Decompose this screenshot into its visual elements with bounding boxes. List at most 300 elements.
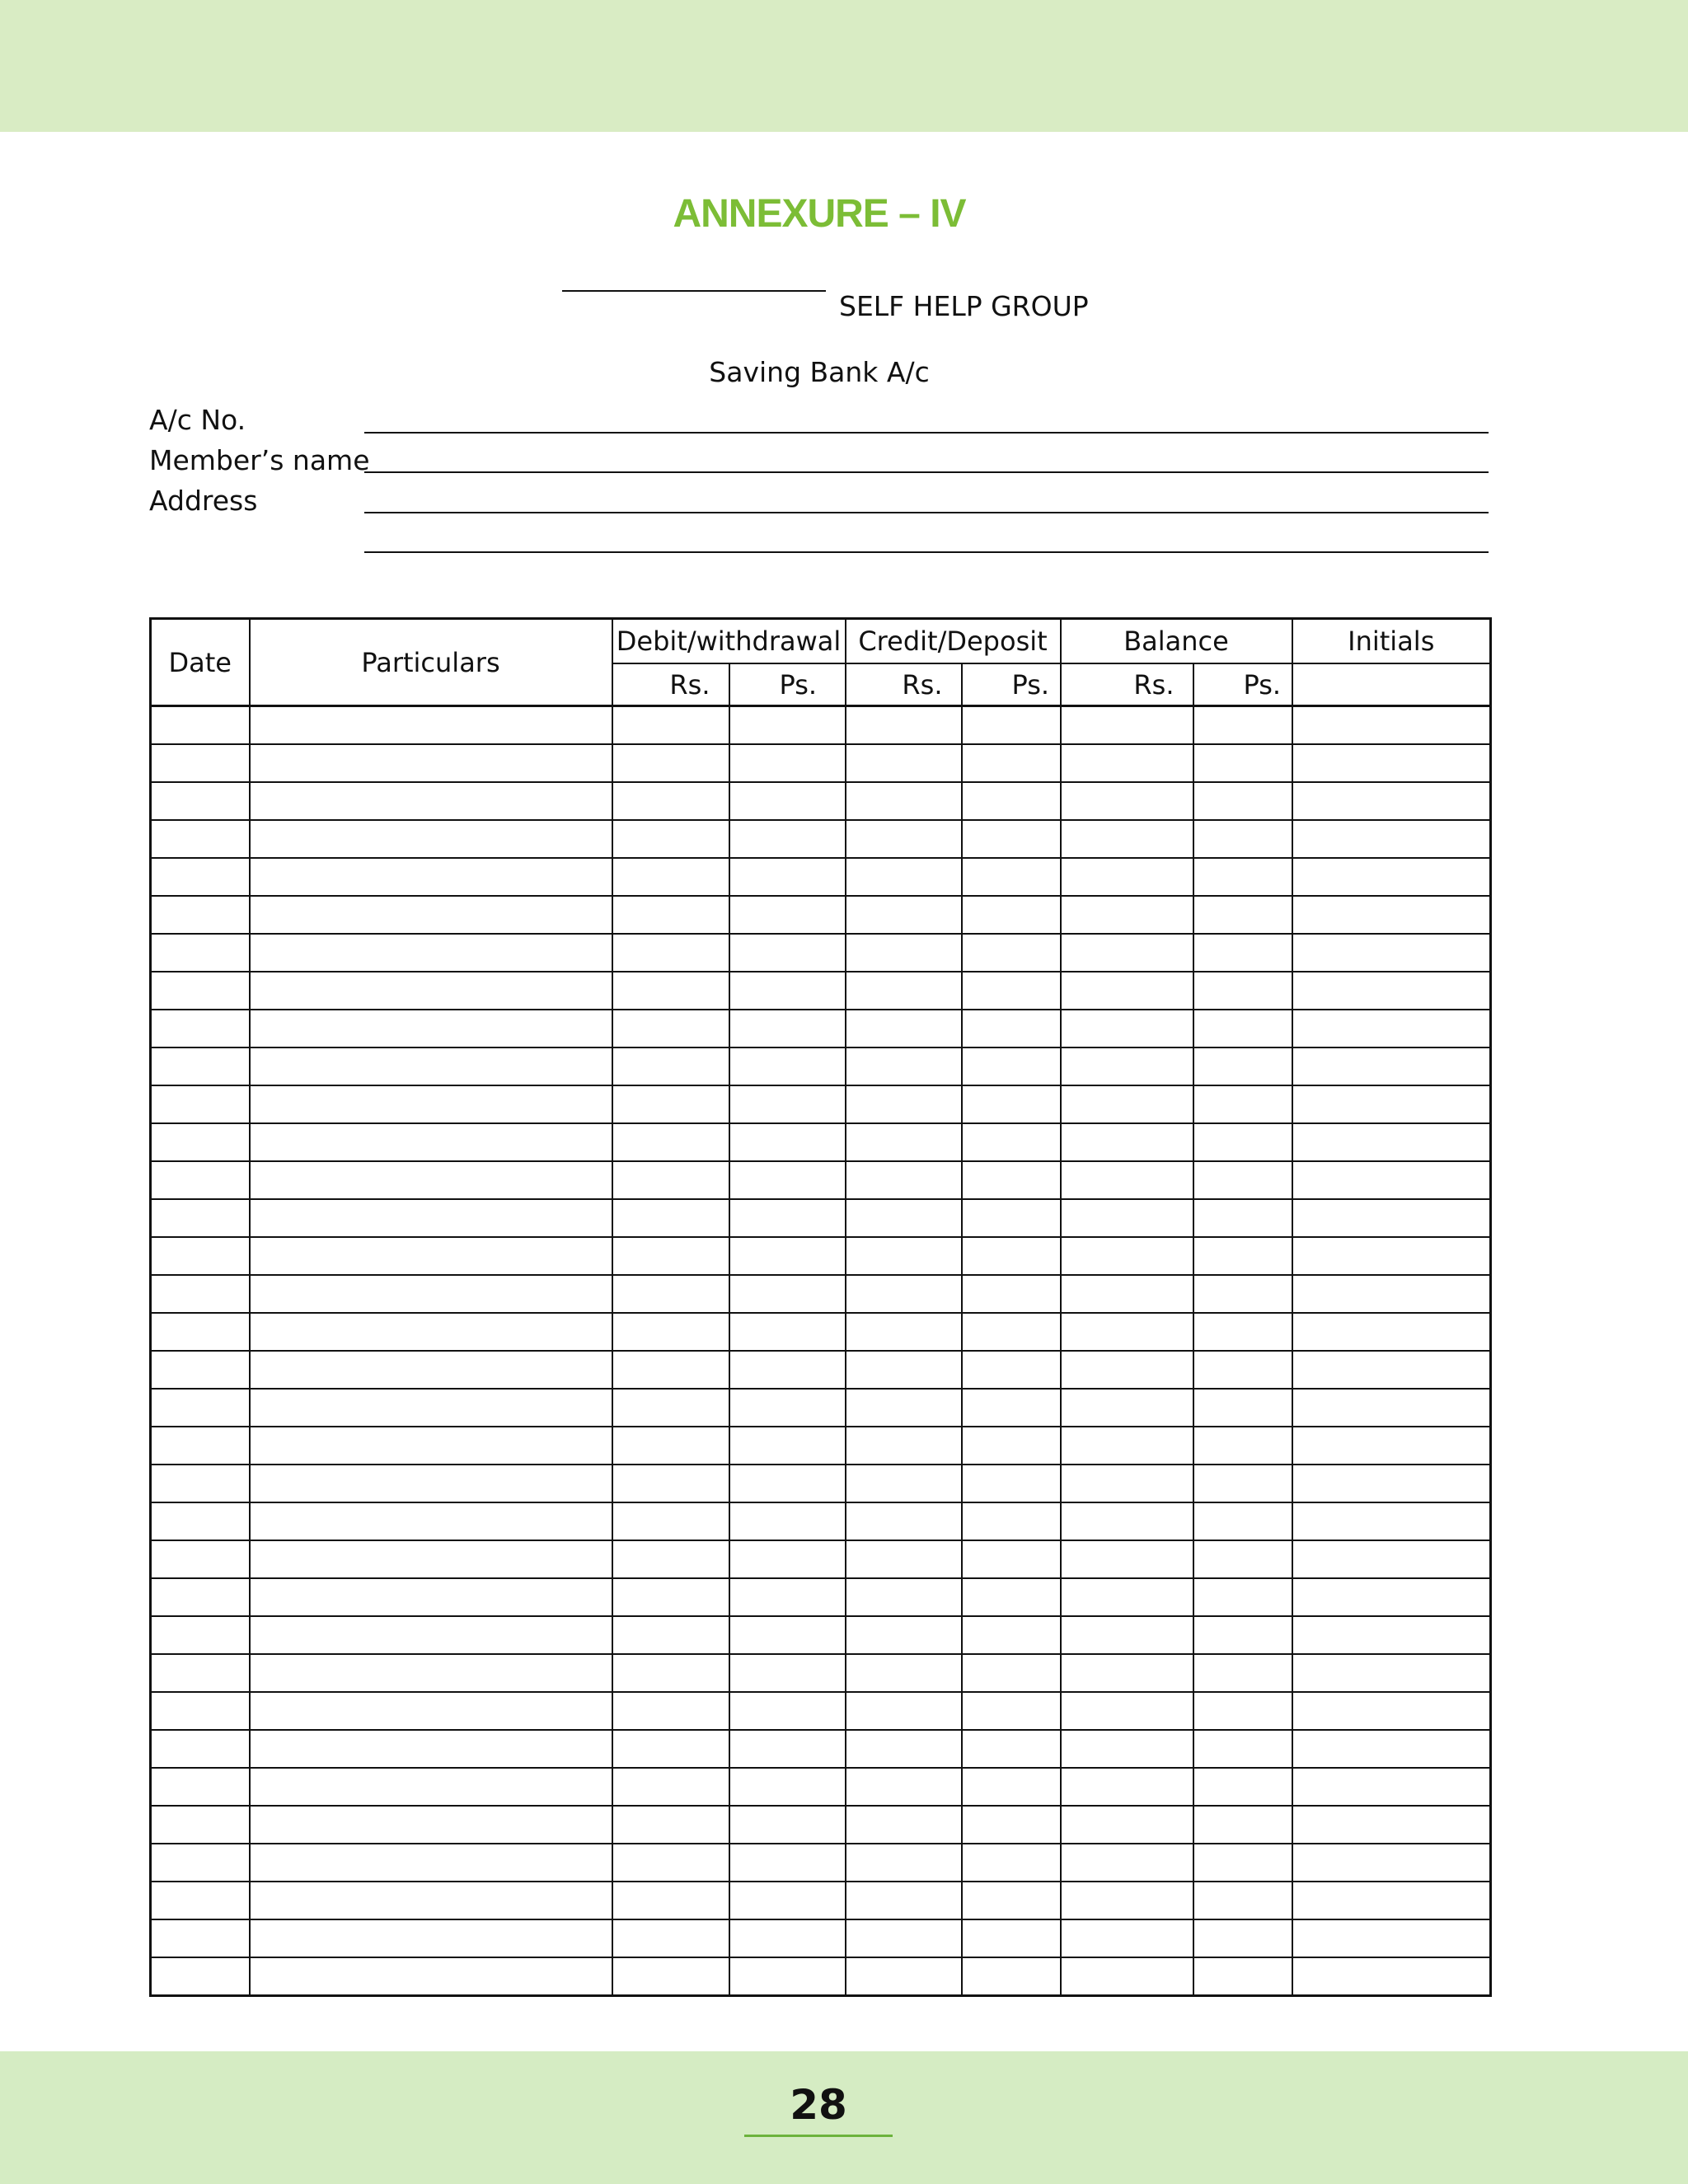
- table-cell[interactable]: [1193, 1313, 1292, 1351]
- table-cell[interactable]: [1061, 1654, 1193, 1692]
- group-name-blank[interactable]: [562, 290, 826, 292]
- table-cell[interactable]: [250, 972, 612, 1010]
- table-cell[interactable]: [612, 706, 729, 745]
- table-cell[interactable]: [729, 896, 846, 934]
- table-cell[interactable]: [250, 1465, 612, 1502]
- table-cell[interactable]: [250, 1237, 612, 1275]
- table-cell[interactable]: [962, 744, 1061, 782]
- table-cell[interactable]: [1292, 1123, 1491, 1161]
- table-cell[interactable]: [962, 1578, 1061, 1616]
- table-cell[interactable]: [962, 1199, 1061, 1237]
- table-cell[interactable]: [1061, 1389, 1193, 1427]
- table-cell[interactable]: [1292, 1010, 1491, 1047]
- table-cell[interactable]: [151, 1161, 250, 1199]
- table-cell[interactable]: [1061, 1275, 1193, 1313]
- table-cell[interactable]: [1061, 1919, 1193, 1957]
- table-cell[interactable]: [1292, 1465, 1491, 1502]
- table-cell[interactable]: [151, 1237, 250, 1275]
- table-cell[interactable]: [1061, 934, 1193, 972]
- table-cell[interactable]: [1292, 1654, 1491, 1692]
- table-cell[interactable]: [1193, 1616, 1292, 1654]
- table-cell[interactable]: [151, 1692, 250, 1730]
- table-cell[interactable]: [846, 1616, 962, 1654]
- table-cell[interactable]: [962, 1161, 1061, 1199]
- table-cell[interactable]: [151, 1957, 250, 1996]
- table-cell[interactable]: [1061, 1578, 1193, 1616]
- table-cell[interactable]: [729, 1237, 846, 1275]
- table-cell[interactable]: [612, 972, 729, 1010]
- table-cell[interactable]: [846, 972, 962, 1010]
- table-cell[interactable]: [962, 1275, 1061, 1313]
- table-cell[interactable]: [1292, 934, 1491, 972]
- table-cell[interactable]: [612, 1123, 729, 1161]
- table-cell[interactable]: [1193, 706, 1292, 745]
- table-cell[interactable]: [151, 1654, 250, 1692]
- table-cell[interactable]: [612, 1844, 729, 1882]
- table-cell[interactable]: [612, 1540, 729, 1578]
- table-cell[interactable]: [1292, 1085, 1491, 1123]
- table-cell[interactable]: [612, 1957, 729, 1996]
- table-cell[interactable]: [1193, 1730, 1292, 1768]
- table-cell[interactable]: [1193, 1275, 1292, 1313]
- table-cell[interactable]: [1292, 1161, 1491, 1199]
- table-cell[interactable]: [1193, 1540, 1292, 1578]
- table-cell[interactable]: [250, 1919, 612, 1957]
- table-cell[interactable]: [1061, 782, 1193, 820]
- table-cell[interactable]: [1193, 1237, 1292, 1275]
- table-cell[interactable]: [846, 1047, 962, 1085]
- table-cell[interactable]: [729, 1806, 846, 1844]
- table-cell[interactable]: [1061, 1047, 1193, 1085]
- table-cell[interactable]: [846, 1578, 962, 1616]
- table-cell[interactable]: [1061, 1844, 1193, 1882]
- table-cell[interactable]: [1193, 1654, 1292, 1692]
- table-cell[interactable]: [846, 1010, 962, 1047]
- table-cell[interactable]: [1193, 820, 1292, 858]
- table-cell[interactable]: [729, 1540, 846, 1578]
- table-cell[interactable]: [151, 1806, 250, 1844]
- table-cell[interactable]: [729, 1578, 846, 1616]
- table-cell[interactable]: [846, 1123, 962, 1161]
- table-cell[interactable]: [151, 896, 250, 934]
- table-cell[interactable]: [1193, 782, 1292, 820]
- table-cell[interactable]: [846, 1654, 962, 1692]
- address-field-line-1[interactable]: [364, 512, 1489, 513]
- table-cell[interactable]: [1292, 1427, 1491, 1465]
- table-cell[interactable]: [1193, 1351, 1292, 1389]
- table-cell[interactable]: [1292, 1844, 1491, 1882]
- table-cell[interactable]: [612, 1427, 729, 1465]
- table-cell[interactable]: [846, 1844, 962, 1882]
- table-cell[interactable]: [1061, 972, 1193, 1010]
- table-cell[interactable]: [1193, 1502, 1292, 1540]
- table-cell[interactable]: [1061, 1692, 1193, 1730]
- table-cell[interactable]: [250, 744, 612, 782]
- table-cell[interactable]: [962, 1465, 1061, 1502]
- table-cell[interactable]: [1292, 1275, 1491, 1313]
- table-cell[interactable]: [250, 1427, 612, 1465]
- table-cell[interactable]: [151, 1578, 250, 1616]
- table-cell[interactable]: [250, 782, 612, 820]
- table-cell[interactable]: [846, 1806, 962, 1844]
- table-cell[interactable]: [612, 1161, 729, 1199]
- table-cell[interactable]: [1292, 1616, 1491, 1654]
- table-cell[interactable]: [151, 1616, 250, 1654]
- table-cell[interactable]: [729, 1502, 846, 1540]
- table-cell[interactable]: [729, 1692, 846, 1730]
- table-cell[interactable]: [846, 1919, 962, 1957]
- table-cell[interactable]: [151, 972, 250, 1010]
- table-cell[interactable]: [1061, 1616, 1193, 1654]
- table-cell[interactable]: [612, 744, 729, 782]
- table-cell[interactable]: [612, 1654, 729, 1692]
- table-cell[interactable]: [1193, 1389, 1292, 1427]
- table-cell[interactable]: [612, 1389, 729, 1427]
- table-cell[interactable]: [250, 1047, 612, 1085]
- table-cell[interactable]: [250, 1616, 612, 1654]
- table-cell[interactable]: [612, 1616, 729, 1654]
- table-cell[interactable]: [250, 1502, 612, 1540]
- table-cell[interactable]: [1292, 1919, 1491, 1957]
- table-cell[interactable]: [846, 1389, 962, 1427]
- table-cell[interactable]: [151, 1313, 250, 1351]
- table-cell[interactable]: [962, 1957, 1061, 1996]
- table-cell[interactable]: [250, 1654, 612, 1692]
- table-cell[interactable]: [612, 896, 729, 934]
- table-cell[interactable]: [250, 858, 612, 896]
- table-cell[interactable]: [962, 782, 1061, 820]
- table-cell[interactable]: [1061, 1123, 1193, 1161]
- table-cell[interactable]: [846, 1161, 962, 1199]
- table-cell[interactable]: [729, 1389, 846, 1427]
- table-cell[interactable]: [612, 1199, 729, 1237]
- table-cell[interactable]: [1061, 1540, 1193, 1578]
- table-cell[interactable]: [151, 744, 250, 782]
- table-cell[interactable]: [1193, 1123, 1292, 1161]
- table-cell[interactable]: [151, 1010, 250, 1047]
- table-cell[interactable]: [729, 1010, 846, 1047]
- table-cell[interactable]: [250, 1692, 612, 1730]
- table-cell[interactable]: [962, 1919, 1061, 1957]
- table-cell[interactable]: [846, 744, 962, 782]
- table-cell[interactable]: [1292, 896, 1491, 934]
- table-cell[interactable]: [1061, 896, 1193, 934]
- table-cell[interactable]: [250, 1957, 612, 1996]
- table-cell[interactable]: [1061, 1313, 1193, 1351]
- table-cell[interactable]: [151, 934, 250, 972]
- table-cell[interactable]: [846, 820, 962, 858]
- table-cell[interactable]: [612, 1578, 729, 1616]
- table-cell[interactable]: [1061, 858, 1193, 896]
- table-cell[interactable]: [962, 1882, 1061, 1919]
- table-cell[interactable]: [962, 1502, 1061, 1540]
- table-cell[interactable]: [962, 1085, 1061, 1123]
- table-cell[interactable]: [962, 820, 1061, 858]
- table-cell[interactable]: [1061, 820, 1193, 858]
- table-cell[interactable]: [1061, 1465, 1193, 1502]
- table-cell[interactable]: [1193, 744, 1292, 782]
- table-cell[interactable]: [1292, 1768, 1491, 1806]
- table-cell[interactable]: [151, 1199, 250, 1237]
- table-cell[interactable]: [729, 1465, 846, 1502]
- table-cell[interactable]: [962, 706, 1061, 745]
- table-cell[interactable]: [1061, 1957, 1193, 1996]
- table-cell[interactable]: [612, 1806, 729, 1844]
- table-cell[interactable]: [729, 1882, 846, 1919]
- table-cell[interactable]: [151, 1275, 250, 1313]
- table-cell[interactable]: [729, 1844, 846, 1882]
- table-cell[interactable]: [250, 1389, 612, 1427]
- table-cell[interactable]: [846, 1465, 962, 1502]
- table-cell[interactable]: [962, 1654, 1061, 1692]
- table-cell[interactable]: [1061, 1161, 1193, 1199]
- table-cell[interactable]: [962, 972, 1061, 1010]
- address-field-line-2[interactable]: [364, 551, 1489, 553]
- table-cell[interactable]: [846, 896, 962, 934]
- table-cell[interactable]: [962, 1047, 1061, 1085]
- table-cell[interactable]: [250, 1313, 612, 1351]
- table-cell[interactable]: [962, 1692, 1061, 1730]
- table-cell[interactable]: [612, 1351, 729, 1389]
- table-cell[interactable]: [846, 1957, 962, 1996]
- table-cell[interactable]: [1061, 1351, 1193, 1389]
- table-cell[interactable]: [962, 1730, 1061, 1768]
- table-cell[interactable]: [1193, 858, 1292, 896]
- table-cell[interactable]: [846, 1275, 962, 1313]
- table-cell[interactable]: [729, 972, 846, 1010]
- table-cell[interactable]: [612, 1692, 729, 1730]
- table-cell[interactable]: [846, 1427, 962, 1465]
- table-cell[interactable]: [729, 1616, 846, 1654]
- table-cell[interactable]: [846, 706, 962, 745]
- table-cell[interactable]: [1193, 1768, 1292, 1806]
- table-cell[interactable]: [962, 1806, 1061, 1844]
- table-cell[interactable]: [612, 934, 729, 972]
- table-cell[interactable]: [250, 1123, 612, 1161]
- table-cell[interactable]: [962, 896, 1061, 934]
- table-cell[interactable]: [1292, 1389, 1491, 1427]
- table-cell[interactable]: [962, 1237, 1061, 1275]
- table-cell[interactable]: [250, 1275, 612, 1313]
- table-cell[interactable]: [151, 820, 250, 858]
- table-cell[interactable]: [250, 820, 612, 858]
- table-cell[interactable]: [729, 1768, 846, 1806]
- table-cell[interactable]: [612, 1275, 729, 1313]
- table-cell[interactable]: [612, 1768, 729, 1806]
- table-cell[interactable]: [151, 1502, 250, 1540]
- table-cell[interactable]: [151, 1882, 250, 1919]
- table-cell[interactable]: [962, 934, 1061, 972]
- table-cell[interactable]: [729, 1427, 846, 1465]
- table-cell[interactable]: [1193, 972, 1292, 1010]
- table-cell[interactable]: [1292, 1047, 1491, 1085]
- table-cell[interactable]: [250, 1882, 612, 1919]
- table-cell[interactable]: [1292, 1237, 1491, 1275]
- table-cell[interactable]: [151, 1768, 250, 1806]
- table-cell[interactable]: [962, 1616, 1061, 1654]
- table-cell[interactable]: [846, 1351, 962, 1389]
- table-cell[interactable]: [612, 1010, 729, 1047]
- table-cell[interactable]: [612, 1919, 729, 1957]
- member-name-field[interactable]: [364, 471, 1489, 473]
- table-cell[interactable]: [151, 1427, 250, 1465]
- table-cell[interactable]: [1193, 1161, 1292, 1199]
- table-cell[interactable]: [612, 1730, 729, 1768]
- table-cell[interactable]: [1061, 1085, 1193, 1123]
- ac-no-field[interactable]: [364, 432, 1489, 434]
- table-cell[interactable]: [1061, 1502, 1193, 1540]
- table-cell[interactable]: [612, 1085, 729, 1123]
- table-cell[interactable]: [1061, 1768, 1193, 1806]
- table-cell[interactable]: [1292, 1692, 1491, 1730]
- table-cell[interactable]: [151, 1465, 250, 1502]
- table-cell[interactable]: [962, 1313, 1061, 1351]
- table-cell[interactable]: [1292, 1313, 1491, 1351]
- table-cell[interactable]: [962, 1351, 1061, 1389]
- table-cell[interactable]: [1061, 1199, 1193, 1237]
- table-cell[interactable]: [612, 1047, 729, 1085]
- table-cell[interactable]: [962, 1123, 1061, 1161]
- table-cell[interactable]: [729, 1047, 846, 1085]
- table-cell[interactable]: [1193, 1919, 1292, 1957]
- table-cell[interactable]: [846, 782, 962, 820]
- table-cell[interactable]: [729, 1313, 846, 1351]
- table-cell[interactable]: [1193, 1844, 1292, 1882]
- table-cell[interactable]: [612, 1882, 729, 1919]
- table-cell[interactable]: [1061, 1882, 1193, 1919]
- table-cell[interactable]: [729, 782, 846, 820]
- table-cell[interactable]: [962, 1768, 1061, 1806]
- table-cell[interactable]: [250, 1199, 612, 1237]
- table-cell[interactable]: [151, 1123, 250, 1161]
- table-cell[interactable]: [151, 1351, 250, 1389]
- table-cell[interactable]: [1292, 782, 1491, 820]
- table-cell[interactable]: [962, 1427, 1061, 1465]
- table-cell[interactable]: [151, 1844, 250, 1882]
- table-cell[interactable]: [1193, 1882, 1292, 1919]
- table-cell[interactable]: [1061, 744, 1193, 782]
- table-cell[interactable]: [1193, 1465, 1292, 1502]
- table-cell[interactable]: [729, 1654, 846, 1692]
- table-cell[interactable]: [846, 1882, 962, 1919]
- table-cell[interactable]: [846, 1540, 962, 1578]
- table-cell[interactable]: [729, 706, 846, 745]
- table-cell[interactable]: [846, 934, 962, 972]
- table-cell[interactable]: [1193, 1010, 1292, 1047]
- table-cell[interactable]: [962, 1010, 1061, 1047]
- table-cell[interactable]: [151, 1730, 250, 1768]
- table-cell[interactable]: [151, 858, 250, 896]
- table-cell[interactable]: [729, 1085, 846, 1123]
- table-cell[interactable]: [729, 1123, 846, 1161]
- table-cell[interactable]: [1292, 706, 1491, 745]
- table-cell[interactable]: [729, 1919, 846, 1957]
- table-cell[interactable]: [612, 1502, 729, 1540]
- table-cell[interactable]: [1292, 1502, 1491, 1540]
- table-cell[interactable]: [846, 858, 962, 896]
- table-cell[interactable]: [846, 1085, 962, 1123]
- table-cell[interactable]: [846, 1313, 962, 1351]
- table-cell[interactable]: [612, 820, 729, 858]
- table-cell[interactable]: [846, 1692, 962, 1730]
- table-cell[interactable]: [1061, 1427, 1193, 1465]
- table-cell[interactable]: [1292, 744, 1491, 782]
- table-cell[interactable]: [846, 1730, 962, 1768]
- table-cell[interactable]: [1061, 1237, 1193, 1275]
- table-cell[interactable]: [250, 1540, 612, 1578]
- table-cell[interactable]: [250, 1010, 612, 1047]
- table-cell[interactable]: [1292, 1540, 1491, 1578]
- table-cell[interactable]: [250, 1161, 612, 1199]
- table-cell[interactable]: [250, 1806, 612, 1844]
- table-cell[interactable]: [846, 1199, 962, 1237]
- table-cell[interactable]: [250, 934, 612, 972]
- table-cell[interactable]: [729, 1351, 846, 1389]
- table-cell[interactable]: [1292, 972, 1491, 1010]
- table-cell[interactable]: [250, 1768, 612, 1806]
- table-cell[interactable]: [1193, 1806, 1292, 1844]
- table-cell[interactable]: [729, 1957, 846, 1996]
- table-cell[interactable]: [1292, 858, 1491, 896]
- table-cell[interactable]: [729, 744, 846, 782]
- table-cell[interactable]: [151, 1919, 250, 1957]
- table-cell[interactable]: [250, 1844, 612, 1882]
- table-cell[interactable]: [1193, 896, 1292, 934]
- table-cell[interactable]: [1193, 1578, 1292, 1616]
- table-cell[interactable]: [1292, 1957, 1491, 1996]
- table-cell[interactable]: [612, 858, 729, 896]
- table-cell[interactable]: [1193, 1427, 1292, 1465]
- table-cell[interactable]: [1193, 934, 1292, 972]
- table-cell[interactable]: [250, 1351, 612, 1389]
- table-cell[interactable]: [729, 858, 846, 896]
- table-cell[interactable]: [846, 1237, 962, 1275]
- table-cell[interactable]: [151, 706, 250, 745]
- table-cell[interactable]: [846, 1768, 962, 1806]
- table-cell[interactable]: [1193, 1692, 1292, 1730]
- table-cell[interactable]: [846, 1502, 962, 1540]
- table-cell[interactable]: [1061, 1806, 1193, 1844]
- table-cell[interactable]: [151, 1389, 250, 1427]
- table-cell[interactable]: [962, 1540, 1061, 1578]
- table-cell[interactable]: [962, 858, 1061, 896]
- table-cell[interactable]: [1292, 1199, 1491, 1237]
- table-cell[interactable]: [1292, 1351, 1491, 1389]
- table-cell[interactable]: [1193, 1199, 1292, 1237]
- table-cell[interactable]: [1292, 820, 1491, 858]
- table-cell[interactable]: [612, 1313, 729, 1351]
- table-cell[interactable]: [612, 782, 729, 820]
- table-cell[interactable]: [1193, 1957, 1292, 1996]
- table-cell[interactable]: [1292, 1730, 1491, 1768]
- table-cell[interactable]: [1061, 1730, 1193, 1768]
- table-cell[interactable]: [151, 1085, 250, 1123]
- table-cell[interactable]: [1193, 1047, 1292, 1085]
- table-cell[interactable]: [729, 1730, 846, 1768]
- table-cell[interactable]: [250, 896, 612, 934]
- table-cell[interactable]: [250, 1730, 612, 1768]
- table-cell[interactable]: [151, 782, 250, 820]
- table-cell[interactable]: [1292, 1806, 1491, 1844]
- table-cell[interactable]: [729, 1275, 846, 1313]
- table-cell[interactable]: [1292, 1578, 1491, 1616]
- table-cell[interactable]: [1061, 1010, 1193, 1047]
- table-cell[interactable]: [612, 1465, 729, 1502]
- table-cell[interactable]: [151, 1540, 250, 1578]
- table-cell[interactable]: [1193, 1085, 1292, 1123]
- table-cell[interactable]: [962, 1844, 1061, 1882]
- table-cell[interactable]: [729, 934, 846, 972]
